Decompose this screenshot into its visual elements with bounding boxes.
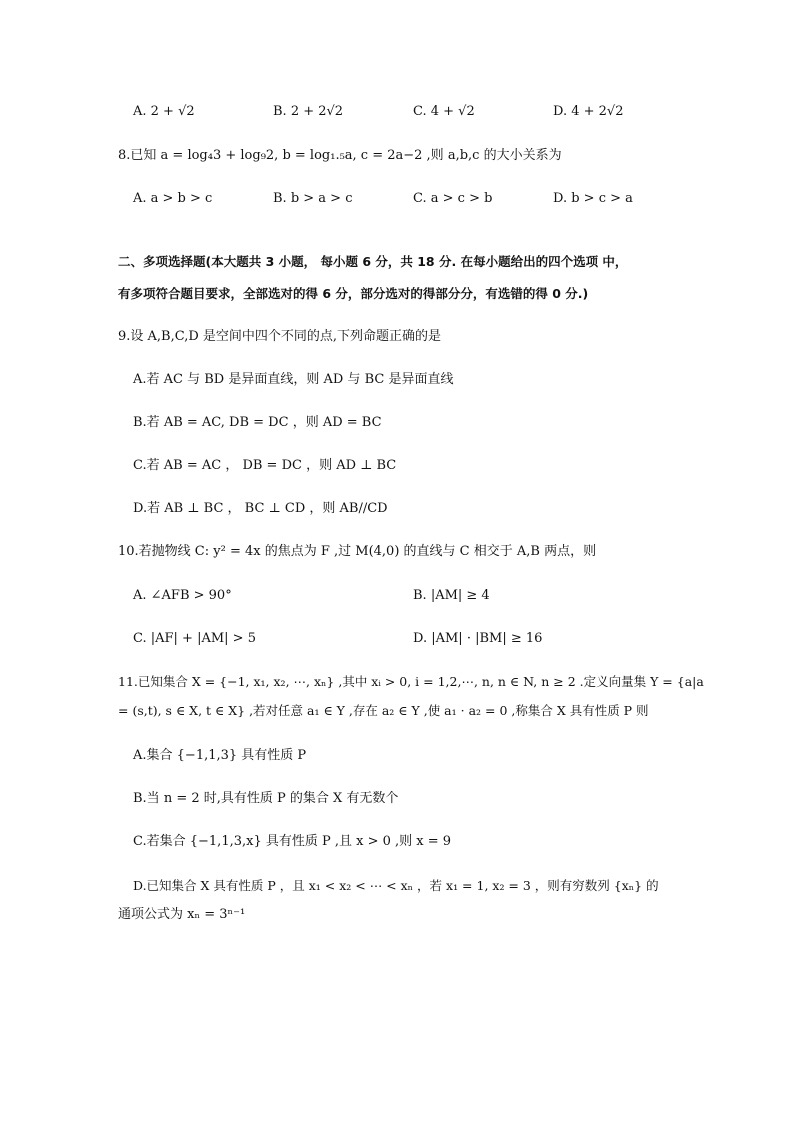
q11-option-d-line1: D.已知集合 X 具有性质 P ，且 x₁ < x₂ < ⋯ < xₙ ，若 x₁ = 1, x₂ = 3 ，则有穷数列 {xₙ} 的: [133, 878, 659, 893]
q11-stem-line1: 11.已知集合 X = {−1, x₁, x₂, ⋯, xₙ} ,其中 xᵢ > 0, i = 1,2,⋯, n, n ∈ N, n ≥ 2 .定义向量集 Y = {a|a: [118, 674, 704, 689]
q11-option-b: B.当 n = 2 时,具有性质 P 的集合 X 有无数个: [133, 791, 399, 806]
q9-option-d: D.若 AB ⊥ BC ， BC ⊥ CD ，则 AB//CD: [133, 501, 388, 516]
q9-stem: 9.设 A,B,C,D 是空间中四个不同的点,下列命题正确的是: [118, 329, 442, 344]
q9-option-b: B.若 AB = AC, DB = DC ，则 AD = BC: [133, 415, 382, 430]
q8-stem: 8.已知 a = log₄3 + log₉2, b = log₁.₅a, c = 2a−2 ,则 a,b,c 的大小关系为: [118, 148, 562, 163]
q7-option-b: B. 2 + 2√2: [273, 104, 344, 119]
q8-option-d: D. b > c > a: [553, 191, 633, 206]
q8-option-a: A. a > b > c: [133, 191, 213, 206]
q9-option-a: A.若 AC 与 BD 是异面直线，则 AD 与 BC 是异面直线: [133, 372, 454, 387]
q11-option-a: A.集合 {−1,1,3} 具有性质 P: [133, 748, 307, 763]
q7-option-a: A. 2 + √2: [133, 104, 195, 119]
q10-option-a: A. ∠AFB > 90°: [133, 588, 232, 603]
q11-stem-line2: = (s,t), s ∈ X, t ∈ X} ,若对任意 a₁ ∈ Y ,存在 a₂ ∈ Y ,使 a₁ · a₂ = 0 ,称集合 X 具有性质 P 则: [118, 703, 649, 718]
q11-option-d-line2: 通项公式为 xₙ = 3ⁿ⁻¹: [118, 907, 246, 922]
q7-option-d: D. 4 + 2√2: [553, 104, 624, 119]
q11-option-c: C.若集合 {−1,1,3,x} 具有性质 P ,且 x > 0 ,则 x = 9: [133, 834, 452, 849]
q10-option-c: C. |AF| + |AM| > 5: [133, 631, 256, 646]
q10-option-d: D. |AM| · |BM| ≥ 16: [413, 631, 543, 646]
section-header-line2: 有多项符合题目要求，全部选对的得 6 分，部分选对的得部分分，有选错的得 0 分.): [118, 286, 589, 301]
q8-option-b: B. b > a > c: [273, 191, 353, 206]
section-header-line1: 二、多项选择题(本大题共 3 小题， 每小题 6 分，共 18 分. 在每小题给出的四个选项 中，: [118, 254, 628, 269]
q9-option-c: C.若 AB = AC ， DB = DC ，则 AD ⊥ BC: [133, 458, 397, 473]
q10-option-b: B. |AM| ≥ 4: [413, 588, 490, 603]
q7-option-c: C. 4 + √2: [413, 104, 475, 119]
q8-option-c: C. a > c > b: [413, 191, 493, 206]
q10-stem: 10.若抛物线 C: y² = 4x 的焦点为 F ,过 M(4,0) 的直线与 C 相交于 A,B 两点，则: [118, 544, 597, 559]
